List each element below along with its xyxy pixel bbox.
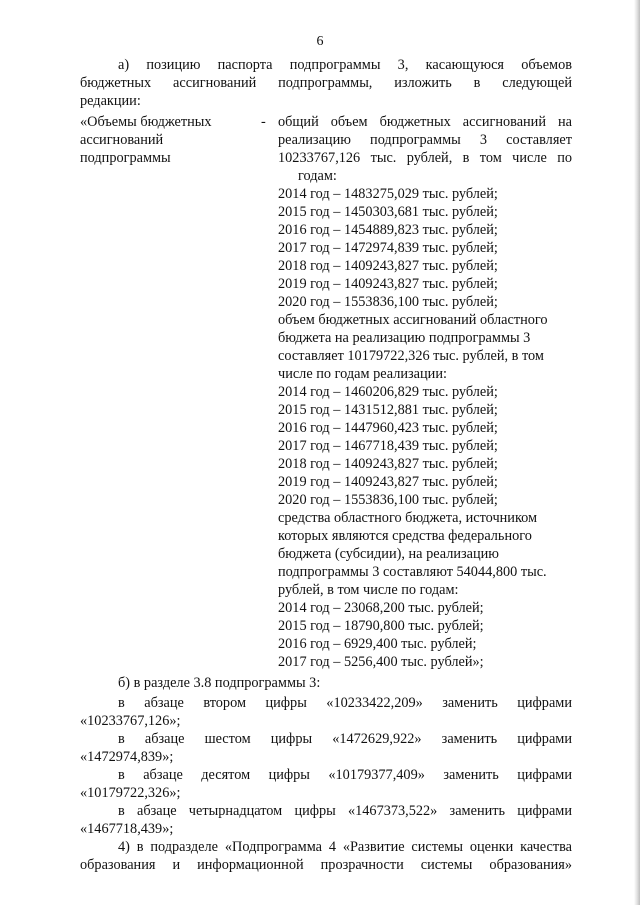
regional-year-2018: 2018 год – 1409243,827 тыс. рублей;	[278, 456, 498, 472]
total-year-2015: 2015 год – 1450303,681 тыс. рублей;	[278, 204, 498, 220]
federal-year-2015: 2015 год – 18790,800 тыс. рублей;	[278, 618, 484, 634]
section-b-p2-line-2: «1472974,839»;	[80, 749, 174, 765]
federal-year-2016: 2016 год – 6929,400 тыс. рублей;	[278, 636, 477, 652]
federal-year-2017: 2017 год – 5256,400 тыс. рублей»;	[278, 654, 484, 670]
regional-line-3: составляет 10179722,326 тыс. рублей, в том	[278, 348, 544, 364]
section-b-p2-line-1: в абзаце шестом цифры «1472629,922» заменить цифрами	[118, 731, 572, 747]
scan-edge-shadow	[634, 0, 640, 905]
regional-year-2019: 2019 год – 1409243,827 тыс. рублей;	[278, 474, 498, 490]
section-b-heading: б) в разделе 3.8 подпрограммы 3:	[118, 675, 321, 691]
intro-line-3: редакции:	[80, 93, 141, 109]
federal-line-4: подпрограммы 3 составляют 54044,800 тыс.	[278, 564, 547, 580]
section-b-p3-line-2: «10179722,326»;	[80, 785, 181, 801]
item4-line-2: образования и информационной прозрачности системы образования»	[80, 857, 572, 873]
total-year-2014: 2014 год – 1483275,029 тыс. рублей;	[278, 186, 498, 202]
federal-line-3: бюджета (субсидии), на реализацию	[278, 546, 499, 562]
section-b-p4-line-2: «1467718,439»;	[80, 821, 174, 837]
regional-line-2: бюджета на реализацию подпрограммы 3	[278, 330, 531, 346]
total-line-3: 10233767,126 тыс. рублей, в том числе по	[278, 150, 572, 166]
total-year-2016: 2016 год – 1454889,823 тыс. рублей;	[278, 222, 498, 238]
section-b-p3-line-1: в абзаце десятом цифры «10179377,409» заменить цифрами	[118, 767, 572, 783]
section-b-p1-line-2: «10233767,126»;	[80, 713, 181, 729]
regional-year-2017: 2017 год – 1467718,439 тыс. рублей;	[278, 438, 498, 454]
intro-line-2: бюджетных ассигнований подпрограммы, изложить в следующей	[80, 75, 572, 91]
intro-line-1: а) позицию паспорта подпрограммы 3, касающуюся объемов	[118, 57, 572, 73]
federal-line-1: средства областного бюджета, источником	[278, 510, 538, 526]
total-year-2018: 2018 год – 1409243,827 тыс. рублей;	[278, 258, 498, 274]
regional-year-2016: 2016 год – 1447960,423 тыс. рублей;	[278, 420, 498, 436]
section-b-p1-line-1: в абзаце втором цифры «10233422,209» заменить цифрами	[118, 695, 572, 711]
regional-year-2014: 2014 год – 1460206,829 тыс. рублей;	[278, 384, 498, 400]
total-line-1: общий объем бюджетных ассигнований на	[278, 114, 572, 130]
label-line-3: подпрограммы	[80, 150, 171, 166]
label-line-2: ассигнований	[80, 132, 164, 148]
federal-year-2014: 2014 год – 23068,200 тыс. рублей;	[278, 600, 484, 616]
total-year-2020: 2020 год – 1553836,100 тыс. рублей;	[278, 294, 498, 310]
regional-line-4: числе по годам реализации:	[278, 366, 447, 382]
label-dash: -	[261, 114, 266, 130]
item4-line-1: 4) в подразделе «Подпрограмма 4 «Развитие системы оценки качества	[118, 839, 572, 855]
total-year-2019: 2019 год – 1409243,827 тыс. рублей;	[278, 276, 498, 292]
regional-line-1: объем бюджетных ассигнований областного	[278, 312, 548, 328]
regional-year-2020: 2020 год – 1553836,100 тыс. рублей;	[278, 492, 498, 508]
section-b-p4-line-1: в абзаце четырнадцатом цифры «1467373,522» заменить цифрами	[118, 803, 572, 819]
regional-year-2015: 2015 год – 1431512,881 тыс. рублей;	[278, 402, 498, 418]
label-line-1: «Объемы бюджетных	[80, 114, 212, 130]
page-number: 6	[316, 34, 324, 49]
total-line-4: годам:	[298, 168, 337, 184]
total-year-2017: 2017 год – 1472974,839 тыс. рублей;	[278, 240, 498, 256]
federal-line-2: которых являются средства федерального	[278, 528, 532, 544]
total-line-2: реализацию подпрограммы 3 составляет	[278, 132, 572, 148]
federal-line-5: рублей, в том числе по годам:	[278, 582, 459, 598]
